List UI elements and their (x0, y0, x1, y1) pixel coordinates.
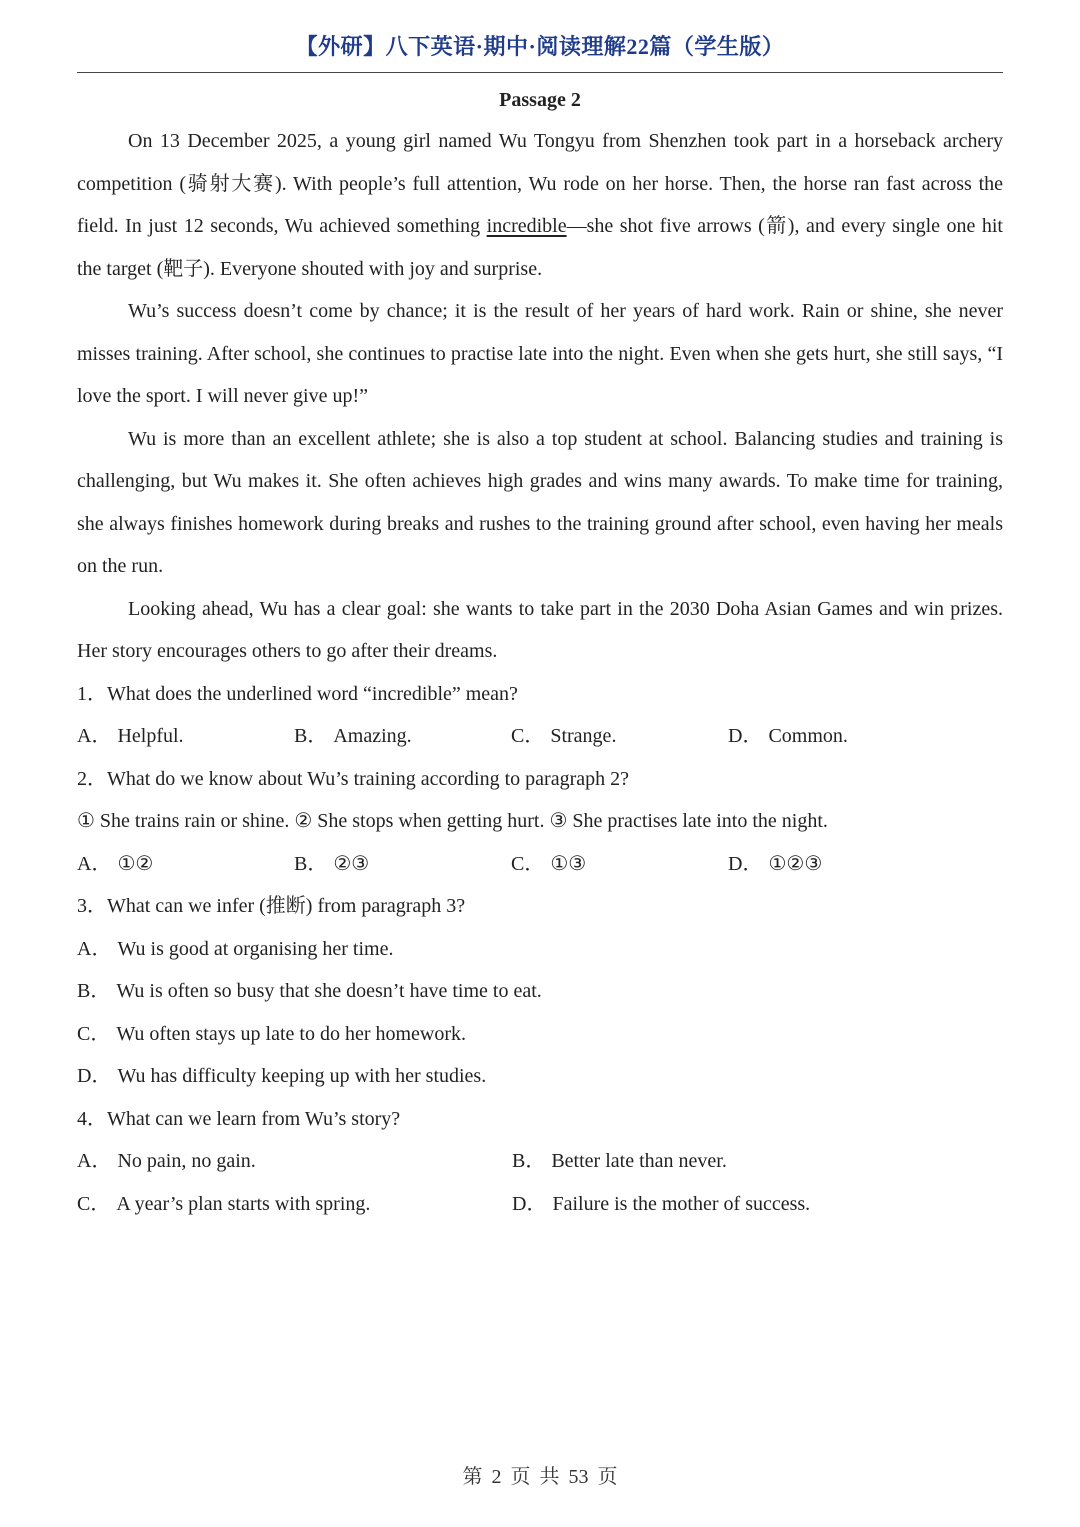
option-letter: B． (512, 1150, 546, 1172)
option-letter: D． (728, 852, 763, 875)
option-letter: D． (728, 725, 763, 747)
option-letter: B． (77, 980, 111, 1002)
main-content (77, 84, 1003, 1225)
page-number-footer: 第 2 页 共 53 页 (462, 1466, 618, 1488)
question-2: 2．What do we know about Wu’s training according to paragraph 2? (77, 767, 630, 790)
paragraph-1-text-before: On 13 December 2025, a young girl named Wu Tongyu from Shenzhen took part in a horseback archery competition (骑射大赛). With people’s full attention, Wu rode on her horse. Then, the horse ran fast across the field. In just 12 seconds, Wu achieved something (77, 130, 1003, 237)
q1-option-a (77, 715, 294, 758)
question-4-options-row-2 (77, 1183, 1003, 1226)
option-letter: C． (511, 725, 545, 747)
q1-option-b (294, 715, 511, 758)
option-text: Better late than never. (551, 1150, 727, 1172)
paragraph-3: Wu is more than an excellent athlete; she is also a top student at school. Balancing studies and training is challenging, but Wu makes it. She often achieves high grades and wins many awards. To make time for training, she always finishes homework during breaks and rushes to the training ground after school, even having her meals on the run. (77, 427, 1003, 577)
paragraph-1-text-after: —she shot five arrows (箭), and every single one hit the target (靶子). Everyone shouted with joy and surprise. (77, 215, 1003, 280)
option-text: Wu often stays up late to do her homework. (116, 1022, 467, 1045)
q3-option-d (77, 1055, 1003, 1098)
q3-option-c (77, 1013, 1003, 1056)
q1-option-d (728, 715, 848, 758)
option-text: Common. (768, 725, 848, 747)
question-3: 3．What can we infer (推断) from paragraph 3? (77, 895, 466, 917)
document-header-title: 【外研】八下英语·期中·阅读理解22篇（学生版） (295, 34, 785, 59)
paragraph-4: Looking ahead, Wu has a clear goal: she wants to take part in the 2030 Doha Asian Games and win prizes. Her story encourages others to go after their dreams. (77, 597, 1003, 662)
q4-option-d (512, 1183, 810, 1226)
option-text: ①③ (550, 852, 587, 875)
q2-option-b (294, 843, 511, 886)
option-letter: C． (511, 852, 545, 875)
option-text: Helpful. (117, 725, 184, 747)
underlined-word: incredible (486, 215, 567, 237)
question-2-options (77, 843, 1003, 886)
option-letter: A． (77, 1150, 112, 1172)
option-text: Wu is often so busy that she doesn’t have time to eat. (116, 980, 542, 1002)
option-letter: B． (294, 725, 328, 747)
option-letter: C． (77, 1192, 111, 1215)
option-text: Strange. (550, 725, 617, 747)
option-text: No pain, no gain. (117, 1150, 256, 1172)
question-4-options-row-1 (77, 1140, 1003, 1183)
option-letter: C． (77, 1022, 111, 1045)
option-letter: D． (512, 1192, 547, 1215)
option-text: ②③ (333, 852, 370, 875)
passage-title: Passage 2 (499, 89, 581, 111)
question-2-statements: ① She trains rain or shine. ② She stops when getting hurt. ③ She practises late into the night. (77, 810, 828, 832)
question-1: 1．What does the underlined word “incredible” mean? (77, 682, 518, 705)
q2-option-a (77, 843, 294, 886)
option-text: ①②③ (768, 852, 823, 875)
q3-option-a (77, 928, 1003, 971)
paragraph-1 (77, 120, 1003, 290)
q4-option-b (512, 1140, 727, 1183)
option-letter: B． (294, 852, 328, 875)
q4-option-c (77, 1183, 512, 1226)
option-text: Failure is the mother of success. (552, 1192, 811, 1215)
option-text: Wu has difficulty keeping up with her studies. (117, 1065, 487, 1087)
question-1-options (77, 715, 1003, 758)
option-letter: A． (77, 852, 112, 875)
option-text: A year’s plan starts with spring. (116, 1192, 371, 1215)
option-text: ①② (117, 852, 154, 875)
option-letter: D． (77, 1065, 112, 1087)
question-4: 4．What can we learn from Wu’s story? (77, 1107, 401, 1130)
q4-option-a (77, 1140, 512, 1183)
q1-option-c (511, 715, 728, 758)
q3-option-b (77, 970, 1003, 1013)
q2-option-d (728, 843, 822, 886)
option-letter: A． (77, 725, 112, 747)
paragraph-2: Wu’s success doesn’t come by chance; it is the result of her years of hard work. Rain or shine, she never misses training. After school, she continues to practise late into the night. Even when she gets hurt, she still says, “I love the sport. I will never give up!” (77, 300, 1003, 407)
q2-option-c (511, 843, 728, 886)
option-text: Wu is good at organising her time. (117, 937, 394, 960)
header-divider (77, 72, 1003, 73)
option-text: Amazing. (333, 725, 412, 747)
option-letter: A． (77, 937, 112, 960)
